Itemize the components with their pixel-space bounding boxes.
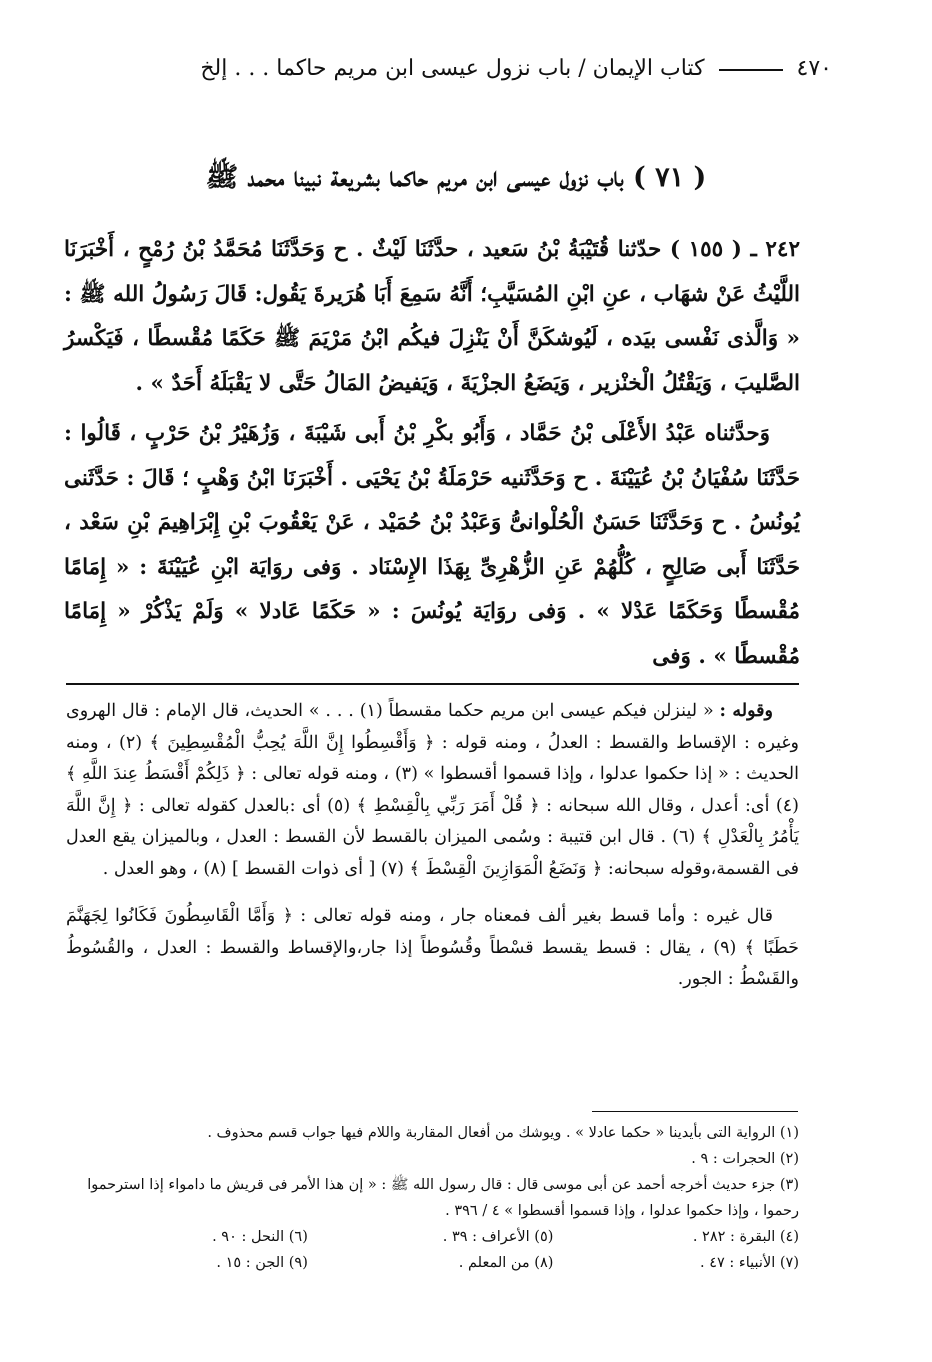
footnote-1: (١) الرواية التى بأيدينا « حكما عادلا » . ويوشك من أفعال المقاربة واللام فيها جواب قسم محذوف .	[207, 1125, 799, 1141]
commentary-paragraph-1	[66, 696, 799, 885]
footnote-row-1	[66, 1224, 799, 1250]
hadith-text	[64, 228, 800, 679]
commentary-paragraph-2: قال غيره : وأما قسط بغير ألف فمعناه جار ، ومنه قوله تعالى : ﴿ وَأَمَّا الْقَاسِطُونَ فَكَانُوا لِجَهَنَّمَ حَطَبًا ﴾ (٩) ، يقال : قسط يقسط قسْطاً وقُسُوطاً إذا جار،والإقساط والقسط : العدل ، والقُسُوطُ والقَسْطُ : الجور.	[66, 906, 800, 989]
footnote-3: (٣) جزء حديث أخرجه أحمد عن أبى موسى قال : قال رسول الله ﷺ : « إن هذا الأمر فى قريش ما دامواء إذا استرحموا رحموا ، وإذا حكموا عدلوا ، وإذا قسموا أقسطوا » ٤ / ٣٩٦ .	[87, 1177, 799, 1219]
commentary-body-1: « لينزلن فيكم عيسى ابن مريم حكما مقسطاً (١) . . . » الحديث، قال الإمام : قال الهروى وغيره : الإقساط والقسط : العدلُ ، ومنه قوله : ﴿ وَأَقْسِطُوا إِنَّ اللَّهَ يُحِبُّ الْمُقْسِطِينَ ﴾ (٢) ، ومنه الحديث : « إذا حكموا عدلوا ، وإذا قسموا أقسطوا » (٣) ، ومنه قوله تعالى : ﴿ ذَلِكُمْ أَقْسَطُ عِندَ اللَّهِ ﴾ (٤) أى: أعدل ، وقال الله سبحانه : ﴿ قُلْ أَمَرَ رَبِّي بِالْقِسْطِ ﴾ (٥) أى :بالعدل كقوله تعالى : ﴿ إِنَّ اللَّهَ يَأْمُرُ بِالْعَدْلِ ﴾ (٦) . قال ابن قتيبة : وسُمى الميزان بالقسط لأن القسط : العدل ، وبالميزان يقع العدل فى القسمة،وقوله سبحانه: ﴿ وَنَضَعُ الْمَوَازِينَ الْقِسْطَ ﴾ (٧) [ أى ذوات القسط ] (٨) ، وهو العدل .	[66, 701, 799, 879]
commentary	[66, 696, 799, 996]
footnote-divider	[592, 1111, 798, 1112]
footnote-2: (٢) الحجرات : ٩ .	[691, 1151, 799, 1167]
running-header	[48, 48, 832, 88]
footnote-6: (٦) النحل : ٩٠ .	[212, 1229, 308, 1245]
running-title: كتاب الإيمان / باب نزول عيسى ابن مريم حاكما . . . إلخ	[200, 55, 705, 81]
footnote-5: (٥) الأعراف : ٣٩ .	[442, 1229, 554, 1245]
section-divider	[66, 683, 799, 685]
footnote-9: (٩) الجن : ١٥ .	[216, 1255, 308, 1271]
footnote-8: (٨) من المعلم .	[458, 1255, 554, 1271]
hadith-paragraph-1: ٢٤٢ ـ ( ١٥٥ ) حدّثنا قُتَيْبَةُ بْنُ سَعيد ، حدَّثَنَا لَيْثٌ . ح وَحَدَّثَنَا مُحَمَّدُ بْنُ رُمْحٍ ، أَخْبَرَنَا اللَّيْثُ عَنْ شهَاب ، عنِ ابْنِ المُسَيَّبِ؛ أَنَّهُ سَمِعَ أَبَا هُرَيرةَ يَقُول: قَالَ رَسُولُ الله ﷺ : « وَالَّذى نَفْسى بيَده ، لَيُوشكَنَّ أَنْ يَنْزِلَ فيكُم ابْنُ مَرْيَمَ ﷺ حَكَمًا مُقْسطًا ، فَيَكْسرُ الصَّليبَ ، وَيَقْتُلُ الْخنْزير ، وَيَضَعُ الجزْيَةَ ، وَيَفيضُ المَالُ حَتَّى لا يَقْبَلَهُ أَحَدٌ » .	[64, 237, 800, 396]
commentary-lead: وقوله :	[719, 701, 773, 721]
footnote-row-2	[66, 1250, 799, 1276]
page-number: ٤٧٠	[796, 55, 832, 81]
footnote-7: (٧) الأنبياء : ٤٧ .	[700, 1255, 799, 1271]
footnotes	[66, 1120, 799, 1276]
chapter-title: ( ٧١ ) باب نزول عيسى ابن مريم حاكما بشريعة نبينا محمد ﷺ	[205, 162, 707, 193]
hadith-paragraph-2: وَحدَّثناه عَبْدُ الأَعْلَى بْنُ حَمَّاد ، وَأَبُو بكْرِ بْنُ أَبى شَيْبَةَ ، وَزُهَيْرُ بْنُ حَرْبٍ ، قَالُوا : حَدَّثَنَا سُفْيَانُ بْنُ عُيَيْنَةَ . ح وَحَدَّثَنيه حَرْمَلَةُ بْنُ يَحْيَى . أَخْبَرَنَا ابْنُ وَهْبٍ ؛ قَالَ : حَدَّثَنى يُونُسُ . ح وَحَدَّثَنَا حَسَنٌ الْحُلْوانىُّ وَعَبْدُ بْنُ حُمَيْد ، عَنْ يَعْقُوبَ بْنِ إِبْرَاهِيمَ بْنِ سَعْد ، حَدَّثَنَا أَبى صَالِحٍ ، كُلُّهُمْ عَنِ الزُّهْرِىِّ بِهَذَا الإِسْنَاد . وَفى روَايَة ابْنِ عُيَيْنَةَ : « إِمَامًا مُقْسطًا وَحَكَمًا عَدْلا » . وَفى روَايَة يُونُسَ : « حَكَمًا عَادلا » وَلَمْ يَذْكُرْ « إِمَامًا مُقْسطًا » . وَفى	[64, 421, 800, 669]
footnote-4: (٤) البقرة : ٢٨٢ .	[692, 1229, 799, 1245]
header-rule	[719, 69, 783, 71]
